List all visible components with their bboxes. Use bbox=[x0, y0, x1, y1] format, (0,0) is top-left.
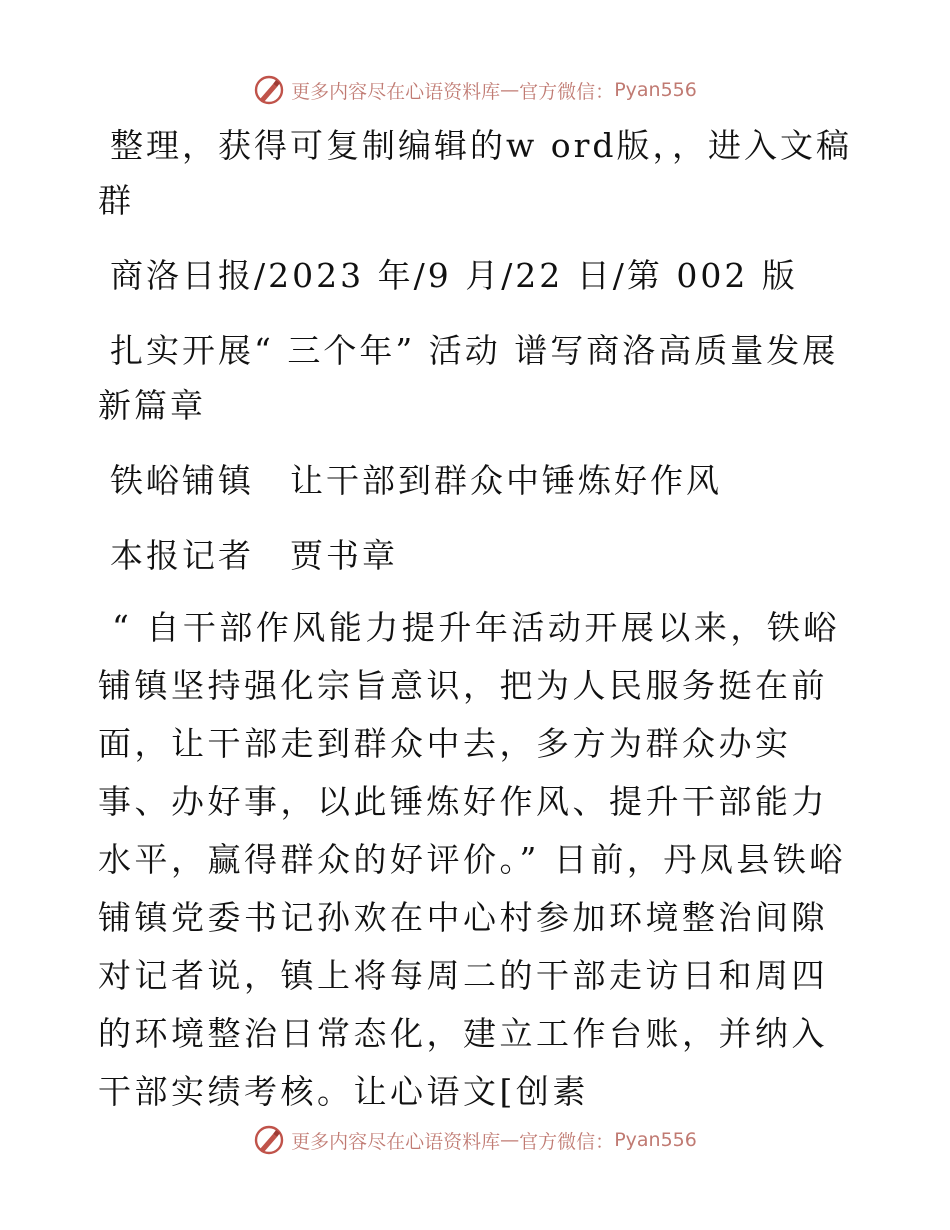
footer-watermark bbox=[0, 1120, 950, 1160]
pen-logo-icon bbox=[253, 1124, 285, 1156]
subheadline: 铁峪铺镇 让干部到群众中锤炼好作风 bbox=[110, 461, 722, 500]
watermark-wechat-label: 官方微信： bbox=[519, 80, 615, 103]
watermark-dash: — bbox=[500, 79, 520, 101]
publication-info: 商洛日报/2023 年/9 月/22 日/第 002 版 bbox=[110, 256, 798, 295]
watermark-wechat-id: Pyan556 bbox=[614, 1129, 697, 1151]
headline: 扎实开展“ 三个年” 活动 谱写商洛高质量发展新篇章 bbox=[98, 331, 839, 425]
document-body bbox=[98, 118, 858, 1141]
watermark-brand-text: 更多内容尽在心语资料库 bbox=[291, 1130, 501, 1153]
watermark-wechat-label: 官方微信： bbox=[519, 1130, 615, 1153]
body-paragraph: “ 自干部作风能力提升年活动开展以来，铁峪铺镇坚持强化宗旨意识，把为人民服务挺在前面，让干部走到群众中去，多方为群众办实事、办好事，以此锤炼好作风、提升干部能力水平，赢得群众的好评价。” 日前，丹凤县铁峪铺镇党委书记孙欢在中心村参加环境整治间隙对记者说，镇上将每周二的干部走访日和周四的环境整治日常态化，建立工作台账，并纳入干部实绩考核。让心语文[创素 bbox=[98, 608, 846, 1111]
intro-note: 整理，获得可复制编辑的w ord版，，进入文稿群 bbox=[98, 126, 853, 220]
pen-logo-icon bbox=[253, 74, 285, 106]
watermark-wechat-id: Pyan556 bbox=[614, 79, 697, 101]
watermark-brand-text: 更多内容尽在心语资料库 bbox=[291, 80, 501, 103]
header-watermark bbox=[0, 70, 950, 110]
watermark-dash: — bbox=[500, 1129, 520, 1151]
byline: 本报记者 贾书章 bbox=[110, 536, 398, 575]
